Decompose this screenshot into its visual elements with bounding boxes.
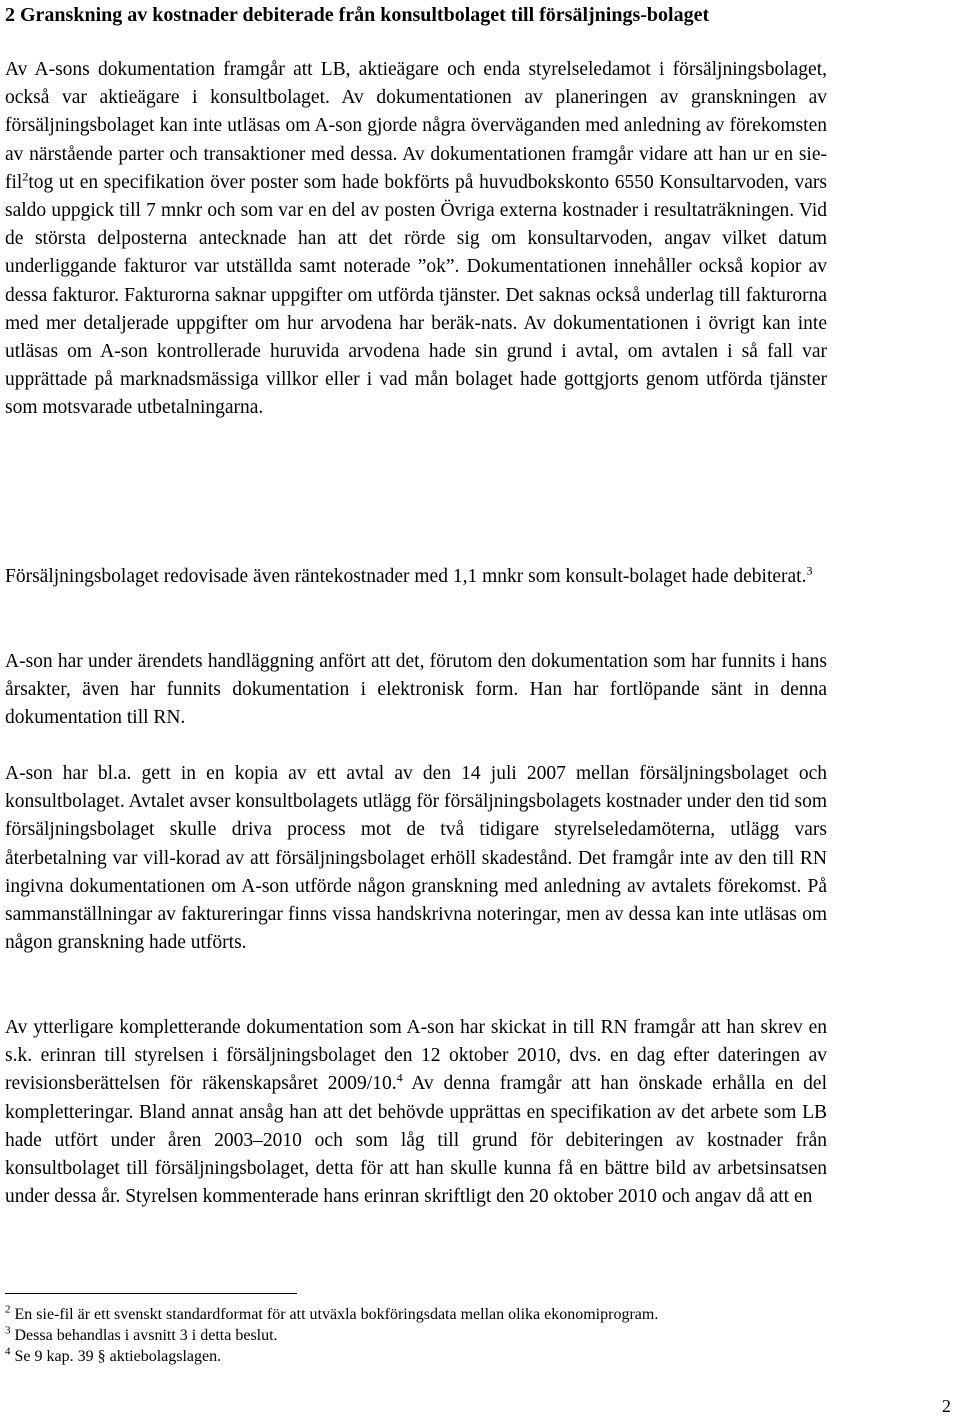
footnotes (5, 1304, 725, 1367)
footnote-3 (5, 1325, 725, 1346)
footnote-text: En sie-fil är ett svenskt standardformat för att utväxla bokföringsdata mellan olika ekonomiprogram. (14, 1306, 659, 1323)
paragraph-1-text-a: Av A-sons dokumentation framgår att LB, aktieägare och enda styrelseledamot i försäljningsbolaget, också var aktieägare i konsultbolaget. Av dokumentationen av planeringen av granskningen av försäljningsbolaget kan inte utläsas om A-son gjorde några överväganden med anledning av förekomsten av närstående parter och transaktioner med dessa. Av dokumentationen framgår vidare att han ur en sie-fil (5, 59, 827, 193)
footnote-ref-2: 2 (22, 169, 29, 184)
footnote-number: 4 (5, 1345, 11, 1358)
footnote-number: 2 (5, 1303, 11, 1316)
paragraph-1 (5, 56, 827, 423)
section-heading: 2 Granskning av kostnader debiterade från konsultbolaget till försäljnings-bolaget (5, 4, 710, 26)
paragraph-5-text-a: Av ytterligare kompletterande dokumentation som A-son har skickat in till RN framgår att han skrev en s.k. erinran till styrelsen i försäljningsbolaget den 12 oktober 2010, dvs. en dag efter dateringen av revisionsberättelsen för räkenskapsåret 2009/10. (5, 1017, 827, 1095)
footnote-ref-3: 3 (806, 563, 813, 578)
footnote-ref-4: 4 (396, 1070, 403, 1085)
paragraph-4-text: A-son har bl.a. gett in en kopia av ett avtal av den 14 juli 2007 mellan försäljningsbolaget och konsultbolaget. Avtalet avser konsultbolagets utlägg för försäljningsbolagets kostnader under den tid som försäljningsbolaget skulle driva process mot de två tidigare styrelseledamöterna, utlägg vars återbetalning var vill-korad av att försäljningsbolaget erhöll skadestånd. Det framgår inte av den till RN ingivna dokumentationen om A-son utförde någon granskning med anledning av avtalets förekomst. På sammanställningar av faktureringar finns vissa handskrivna noteringar, men av dessa kan inte utläsas om någon granskning hade utförts. (5, 763, 827, 954)
footnote-text: Dessa behandlas i avsnitt 3 i detta beslut. (14, 1327, 278, 1344)
footnote-separator (5, 1293, 297, 1294)
footnote-number: 3 (5, 1324, 11, 1337)
paragraph-3-text: A-son har under ärendets handläggning anfört att det, förutom den dokumentation som har funnits i hans årsakter, även har funnits dokumentation i elektronisk form. Han har fortlöpande sänt in denna dokumentation till RN. (5, 651, 827, 729)
footnote-4 (5, 1346, 725, 1367)
paragraph-2-text-a: Försäljningsbolaget redovisade även räntekostnader med 1,1 mnkr som konsult-bolaget hade debiterat. (5, 566, 807, 587)
paragraph-2 (5, 563, 827, 591)
footnote-2 (5, 1304, 725, 1325)
paragraph-5 (5, 1014, 827, 1211)
page-number: 2 (942, 1396, 951, 1416)
paragraph-3 (5, 648, 827, 733)
paragraph-5-text-b: Av denna framgår att han önskade erhålla en del kompletteringar. Bland annat ansåg han att det behövde upprättas en specifikation av det arbete som LB hade utfört under åren 2003–2010 och som låg till grund för debiteringen av kostnader från konsultbolaget till försäljningsbolaget, detta för att han skulle kunna få en bättre bild av arbetsinsatsen under dessa år. Styrelsen kommenterade hans erinran skriftligt den 20 oktober 2010 och angav då att en (5, 1073, 827, 1208)
footnote-text: Se 9 kap. 39 § aktiebolagslagen. (14, 1348, 222, 1365)
paragraph-1-text-b: tog ut en specifikation över poster som hade bokförts på huvudbokskonto 6550 Konsultarvoden, vars saldo uppgick till 7 mnkr och som var en del av posten Övriga externa kostnader i resultaträkningen. Vid de största delposterna antecknade han att det rörde sig om konsultarvoden, angav vilket datum underliggande fakturor var utställda samt noterade ”ok”. Dokumentationen innehåller också kopior av dessa fakturor. Fakturorna saknar uppgifter om utförda tjänster. Det saknas också underlag till fakturorna med mer detaljerade uppgifter om hur arvodena har beräk-nats. Av dokumentationen i övrigt kan inte utläsas om A-son kontrollerade huruvida arvodena hade sin grund i avtal, om avtalen i så fall var upprättade på marknadsmässiga villkor eller i vad mån bolaget hade gottgjorts genom utförda tjänster som motsvarade utbetalningarna. (5, 171, 827, 419)
paragraph-4 (5, 760, 827, 957)
